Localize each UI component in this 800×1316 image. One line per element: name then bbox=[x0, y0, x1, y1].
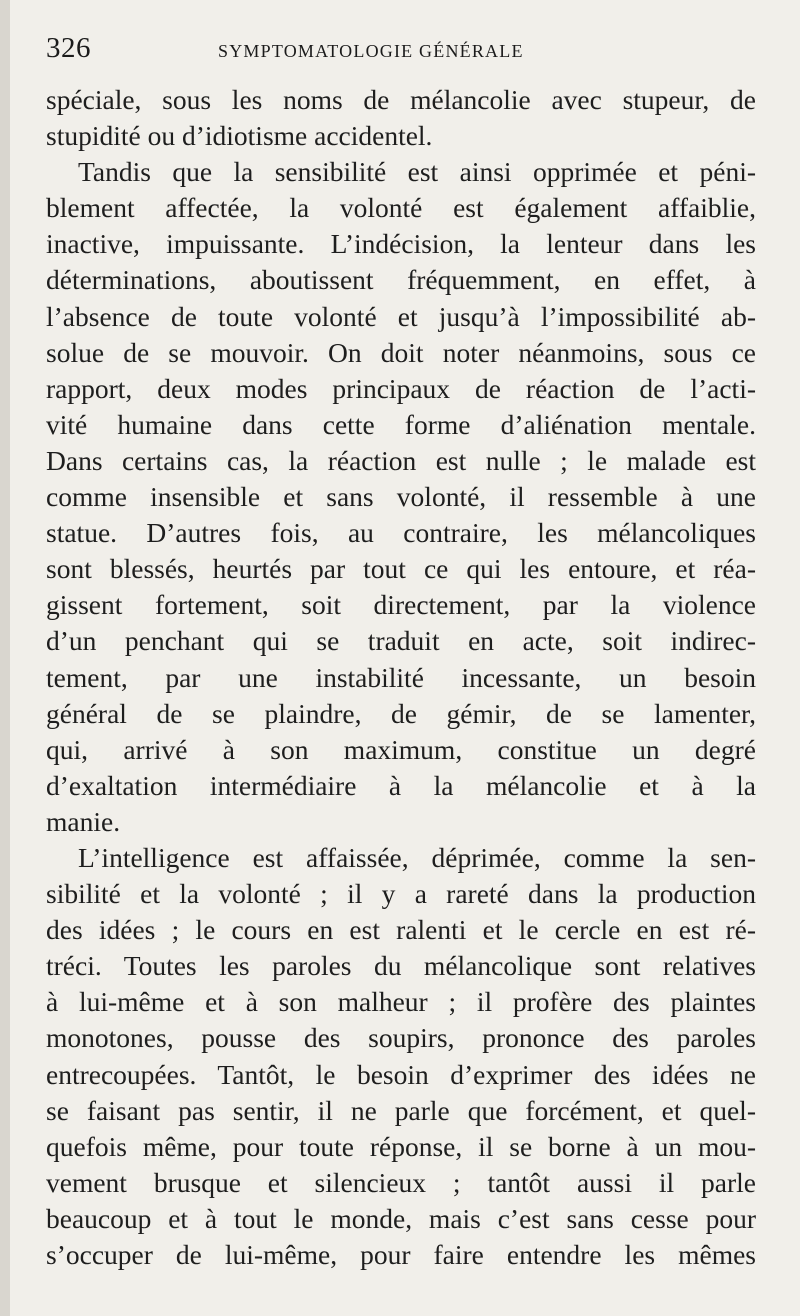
text-line: solue de se mouvoir. On doit noter néanmoins, sous ce bbox=[46, 336, 756, 368]
text-line: stupidité ou d’idiotisme accidentel. bbox=[46, 120, 433, 152]
text-line: l’absence de toute volonté et jusqu’à l’impossibilité ab- bbox=[46, 300, 756, 332]
text-line: blement affectée, la volonté est également affaiblie, bbox=[46, 192, 756, 224]
text-line: sont blessés, heurtés par tout ce qui les entoure, et réa- bbox=[46, 553, 756, 585]
text-line: statue. D’autres fois, au contraire, les mélancoliques bbox=[46, 517, 756, 549]
text-line: monotones, pousse des soupirs, prononce des paroles bbox=[46, 1022, 756, 1054]
page-gutter bbox=[0, 0, 10, 1316]
text-line: manie. bbox=[46, 805, 121, 837]
text-line: sibilité et la volonté ; il y a rareté dans la production bbox=[46, 878, 756, 910]
text-line: entrecoupées. Tantôt, le besoin d’exprimer des idées ne bbox=[46, 1058, 756, 1090]
page-header bbox=[46, 30, 756, 70]
text-line: d’un penchant qui se traduit en acte, soit indirec- bbox=[46, 625, 756, 657]
text-line: L’intelligence est affaissée, déprimée, comme la sen- bbox=[78, 841, 756, 873]
text-line: déterminations, aboutissent fréquemment, en effet, à bbox=[46, 264, 756, 296]
running-head: SYMPTOMATOLOGIE GÉNÉRALE bbox=[218, 41, 524, 61]
text-line: spéciale, sous les noms de mélancolie avec stupeur, de bbox=[46, 84, 756, 115]
text-line: se faisant pas sentir, il ne parle que forcément, et quel- bbox=[46, 1094, 756, 1126]
text-line: d’exaltation intermédiaire à la mélancolie et à la bbox=[46, 769, 756, 801]
text-line: vement brusque et silencieux ; tantôt aussi il parle bbox=[46, 1166, 756, 1198]
text-line: Dans certains cas, la réaction est nulle ; le malade est bbox=[46, 444, 756, 476]
text-line: vité humaine dans cette forme d’aliénation mentale. bbox=[46, 408, 756, 440]
text-line: tréci. Toutes les paroles du mélancolique sont relatives bbox=[46, 950, 756, 982]
text-line: général de se plaindre, de gémir, de se lamenter, bbox=[46, 697, 756, 729]
text-line: tement, par une instabilité incessante, un besoin bbox=[46, 661, 756, 693]
text-line: s’occuper de lui-même, pour faire entendre les mêmes bbox=[46, 1239, 756, 1270]
text-line: beaucoup et à tout le monde, mais c’est sans cesse pour bbox=[46, 1202, 756, 1234]
text-line: rapport, deux modes principaux de réaction de l’acti- bbox=[46, 372, 756, 404]
text-line: qui, arrivé à son maximum, constitue un degré bbox=[46, 733, 756, 765]
text-line: inactive, impuissante. L’indécision, la lenteur dans les bbox=[46, 228, 756, 260]
body-text bbox=[46, 82, 756, 1273]
text-line: quefois même, pour toute réponse, il se borne à un mou- bbox=[46, 1130, 756, 1162]
text-line: à lui-même et à son malheur ; il profère des plaintes bbox=[46, 986, 756, 1018]
text-line: des idées ; le cours en est ralenti et le cercle en est ré- bbox=[46, 914, 756, 946]
text-line: Tandis que la sensibilité est ainsi opprimée et péni- bbox=[78, 156, 756, 188]
text-line: comme insensible et sans volonté, il ressemble à une bbox=[46, 481, 756, 513]
page-number: 326 bbox=[46, 32, 91, 64]
text-line: gissent fortement, soit directement, par la violence bbox=[46, 589, 756, 621]
